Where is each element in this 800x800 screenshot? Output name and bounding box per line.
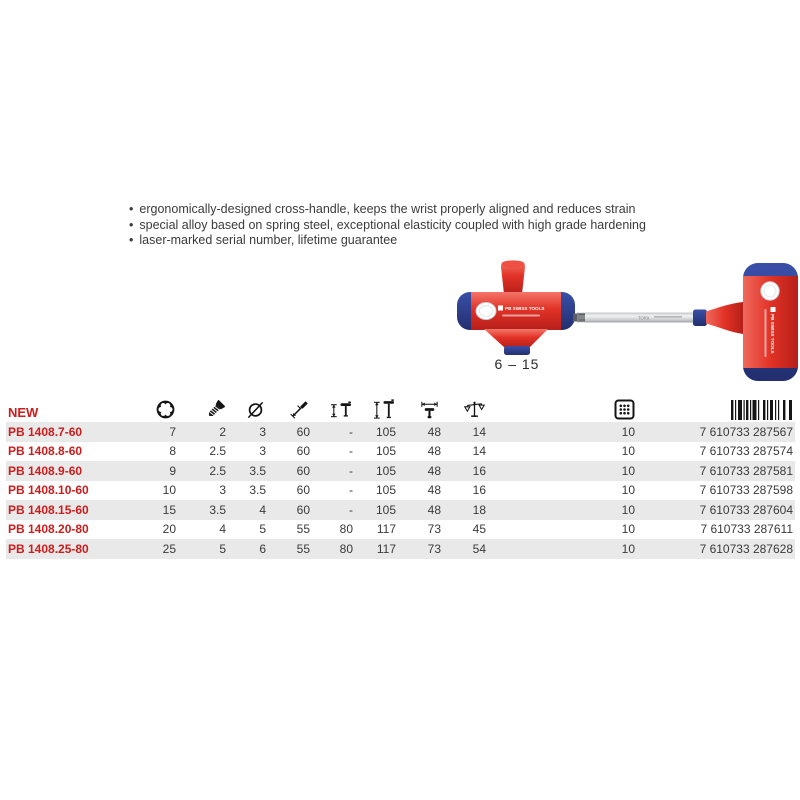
feature-list — [129, 202, 646, 249]
blade-marking: TORX — [638, 315, 650, 321]
product-table — [6, 394, 795, 559]
ean-barcode-icon — [731, 400, 793, 420]
article-code: PB 1408.20-80 — [8, 522, 89, 537]
blade-length-value: 60 — [296, 424, 310, 439]
table-row — [6, 500, 795, 520]
short-length-value: - — [349, 463, 353, 478]
table-header-row — [6, 394, 795, 422]
blade-diameter-value: 3 — [259, 424, 266, 439]
blade-diameter-value: 6 — [259, 541, 266, 556]
ean-value: 7 610733 287574 — [699, 444, 793, 459]
package-quantity-icon — [614, 399, 635, 420]
col-ean — [637, 394, 795, 422]
table-row — [6, 539, 795, 559]
blade-length-value: 60 — [296, 483, 310, 498]
torx-size-value: 8 — [169, 444, 176, 459]
short-length-value: - — [349, 444, 353, 459]
table-row — [6, 442, 795, 462]
article-code: PB 1408.9-60 — [8, 463, 83, 478]
col-blade-length — [268, 394, 312, 422]
blade-length-value: 60 — [296, 502, 310, 517]
total-length-value: 105 — [375, 463, 396, 478]
ean-value: 7 610733 287581 — [699, 463, 793, 478]
ean-value: 7 610733 287598 — [699, 483, 793, 498]
pack-quantity-value: 10 — [621, 522, 635, 537]
new-badge: NEW — [8, 405, 39, 420]
length-short-icon — [328, 399, 353, 420]
diameter-icon — [245, 399, 266, 420]
blade-diameter-value: 3 — [259, 444, 266, 459]
weight-value: 14 — [472, 444, 486, 459]
torx-size-value: 10 — [162, 483, 176, 498]
size-range-label: 6 – 15 — [494, 356, 540, 372]
screw-diameter-value: 2 — [219, 424, 226, 439]
weight-value: 16 — [472, 483, 486, 498]
blade-length-value: 60 — [296, 444, 310, 459]
blade-length-value: 55 — [296, 522, 310, 537]
pack-quantity-value: 10 — [621, 463, 635, 478]
handle-width-value: 48 — [427, 444, 441, 459]
total-length-value: 105 — [375, 483, 396, 498]
article-code: PB 1408.7-60 — [8, 424, 83, 439]
ean-value: 7 610733 287604 — [699, 502, 793, 517]
blade-length-value: 55 — [296, 541, 310, 556]
blade-diameter-value: 5 — [259, 522, 266, 537]
ean-value: 7 610733 287567 — [699, 424, 793, 439]
blade-diameter-value: 3.5 — [249, 483, 266, 498]
ean-value: 7 610733 287611 — [700, 522, 793, 537]
brand-marking: PB SWISS TOOLS — [770, 314, 775, 354]
short-length-value: - — [349, 483, 353, 498]
table-row — [6, 422, 795, 442]
feature-item: • laser-marked serial number, lifetime guarantee — [129, 233, 646, 249]
screw-icon — [205, 399, 226, 420]
torx-size-value: 9 — [169, 463, 176, 478]
handle-width-value: 48 — [427, 483, 441, 498]
length-total-icon — [371, 399, 396, 420]
article-code: PB 1408.8-60 — [8, 444, 83, 459]
pack-quantity-value: 10 — [621, 541, 635, 556]
short-length-value: - — [349, 424, 353, 439]
blade-diameter-value: 4 — [259, 502, 266, 517]
col-length-short — [312, 394, 355, 422]
total-length-value: 105 — [375, 424, 396, 439]
total-length-value: 117 — [376, 522, 396, 537]
weight-value: 14 — [472, 424, 486, 439]
short-length-value: 80 — [339, 522, 353, 537]
handle-width-icon — [418, 399, 441, 420]
short-length-value: - — [349, 502, 353, 517]
blade-diameter-value: 3.5 — [249, 463, 266, 478]
col-screw-diameter — [178, 394, 228, 422]
screw-diameter-value: 4 — [219, 522, 226, 537]
ean-value: 7 610733 287628 — [699, 541, 793, 556]
total-length-value: 105 — [375, 502, 396, 517]
feature-item: • special alloy based on spring steel, exceptional elasticity coupled with high grade hardening — [129, 218, 646, 234]
handle-width-value: 73 — [427, 541, 441, 556]
weight-scale-icon — [463, 399, 486, 420]
article-code: PB 1408.10-60 — [8, 483, 89, 498]
weight-value: 16 — [472, 463, 486, 478]
pack-quantity-value: 10 — [621, 424, 635, 439]
handle-width-value: 48 — [427, 424, 441, 439]
article-code: PB 1408.25-80 — [8, 541, 89, 556]
pack-quantity-value: 10 — [621, 444, 635, 459]
torx-size-value: 7 — [169, 424, 176, 439]
blade-length-value: 60 — [296, 463, 310, 478]
handle-width-value: 48 — [427, 502, 441, 517]
table-row — [6, 481, 795, 501]
feature-item: • ergonomically-designed cross-handle, keeps the wrist properly aligned and reduces strain — [129, 202, 646, 218]
col-handle-width — [398, 394, 443, 422]
pack-quantity-value: 10 — [621, 483, 635, 498]
pack-quantity-value: 10 — [621, 502, 635, 517]
product-image-side — [562, 255, 800, 389]
blade-length-icon — [288, 399, 310, 420]
torx-size-value: 15 — [162, 502, 176, 517]
col-weight — [443, 394, 488, 422]
torx-size-value: 25 — [162, 541, 176, 556]
table-row — [6, 520, 795, 540]
screw-diameter-value: 2.5 — [209, 463, 226, 478]
col-blade-diameter — [228, 394, 268, 422]
screw-diameter-value: 3 — [219, 483, 226, 498]
torx-profile-icon — [155, 399, 176, 420]
screw-diameter-value: 5 — [219, 541, 226, 556]
screw-diameter-value: 2.5 — [209, 444, 226, 459]
col-length-total — [355, 394, 398, 422]
handle-width-value: 48 — [427, 463, 441, 478]
col-torx-size — [140, 394, 178, 422]
brand-marking: PB SWISS TOOLS — [505, 306, 545, 311]
torx-size-value: 20 — [162, 522, 176, 537]
handle-width-value: 73 — [427, 522, 441, 537]
weight-value: 54 — [472, 541, 486, 556]
total-length-value: 117 — [376, 541, 396, 556]
short-length-value: 80 — [339, 541, 353, 556]
table-row — [6, 461, 795, 481]
screw-diameter-value: 3.5 — [209, 502, 226, 517]
total-length-value: 105 — [375, 444, 396, 459]
weight-value: 18 — [472, 502, 486, 517]
weight-value: 45 — [472, 522, 486, 537]
article-code: PB 1408.15-60 — [8, 502, 89, 517]
col-pack-quantity — [488, 394, 637, 422]
